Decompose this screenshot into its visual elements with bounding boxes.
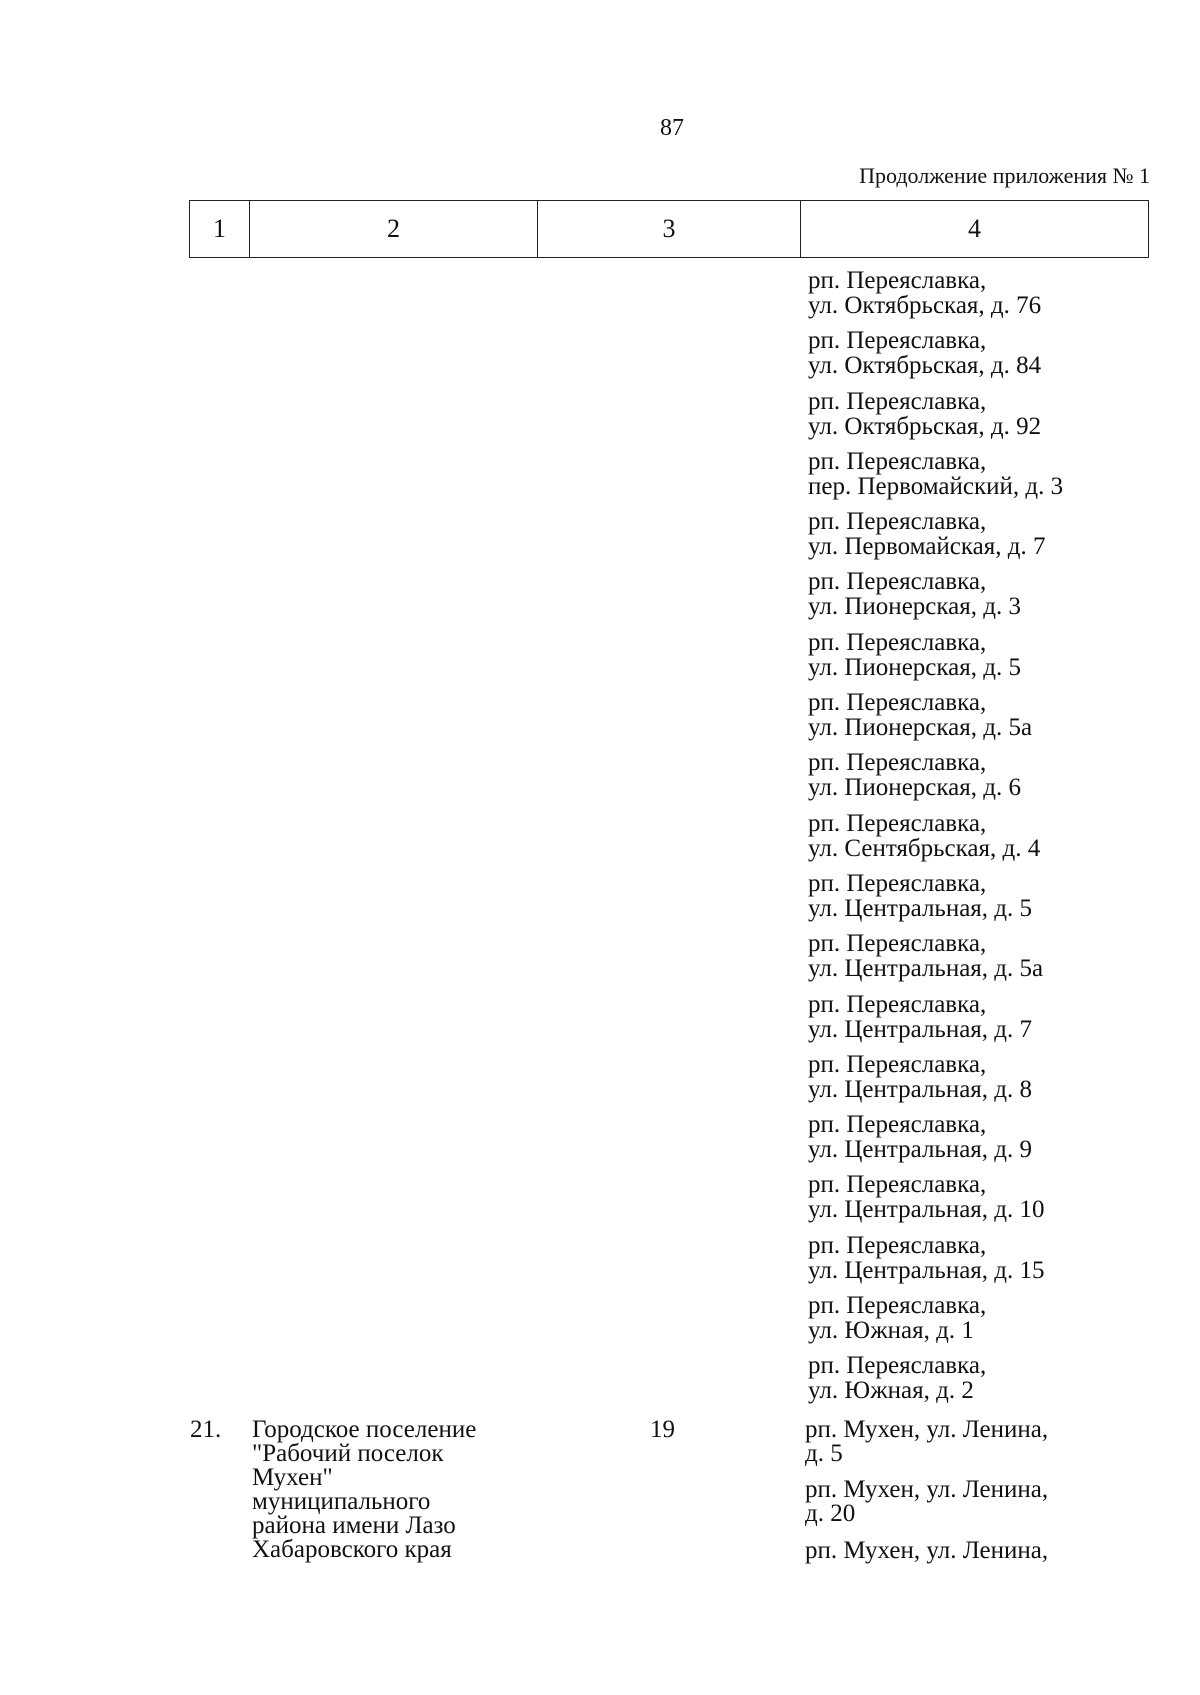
address-line: рп. Переяславка, xyxy=(808,689,987,717)
list-item xyxy=(808,1233,1148,1293)
list-item xyxy=(808,871,1148,931)
settlement-name-line: "Рабочий поселок xyxy=(252,1440,444,1467)
address-line: ул. Первомайская, д. 7 xyxy=(808,533,1046,561)
address-line: рп. Переяславка, xyxy=(808,1292,987,1320)
list-item xyxy=(808,1052,1148,1112)
header-col-4: 4 xyxy=(968,214,981,243)
list-item xyxy=(808,389,1148,449)
address-line: рп. Переяславка, xyxy=(808,568,987,596)
address-line: рп. Мухен, ул. Ленина, xyxy=(805,1476,1049,1504)
address-line: рп. Мухен, ул. Ленина, xyxy=(805,1536,1049,1564)
list-item xyxy=(808,811,1148,871)
address-line: ул. Центральная, д. 7 xyxy=(808,1015,1033,1043)
list-item xyxy=(808,569,1148,629)
address-line: ул. Пионерская, д. 3 xyxy=(808,593,1021,621)
page-number: 87 xyxy=(660,115,684,141)
address-line: рп. Переяславка, xyxy=(808,267,987,294)
address-line: рп. Переяславка, xyxy=(808,1111,987,1139)
list-item xyxy=(808,992,1148,1052)
address-line: ул. Октябрьская, д. 84 xyxy=(808,352,1042,380)
address-line: ул. Южная, д. 1 xyxy=(808,1317,974,1345)
list-item xyxy=(805,1536,1145,1599)
address-line: пер. Первомайский, д. 3 xyxy=(808,472,1064,500)
settlement-name-line: Хабаровского края xyxy=(252,1536,452,1563)
address-line: ул. Октябрьская, д. 92 xyxy=(808,412,1042,440)
address-count: 19 xyxy=(650,1416,675,1443)
address-line: рп. Переяславка, xyxy=(808,327,987,355)
address-line: ул. Центральная, д. 9 xyxy=(808,1136,1033,1164)
list-item xyxy=(805,1418,1145,1478)
address-line: ул. Пионерская, д. 6 xyxy=(808,774,1021,802)
header-col-1: 1 xyxy=(190,201,250,257)
address-line: рп. Переяславка, xyxy=(808,508,987,536)
list-item xyxy=(808,1353,1148,1413)
address-line: рп. Переяславка, xyxy=(808,749,987,777)
list-item xyxy=(808,1172,1148,1232)
list-item xyxy=(808,268,1148,328)
address-line: рп. Переяславка, xyxy=(808,930,987,958)
row-number: 21. xyxy=(190,1416,222,1443)
list-item xyxy=(808,630,1148,690)
list-item xyxy=(805,1478,1145,1538)
address-line: ул. Пионерская, д. 5а xyxy=(808,714,1033,742)
settlement-name-line: муниципального xyxy=(252,1488,431,1515)
address-line: ул. Пионерская, д. 5 xyxy=(808,653,1021,681)
address-list-continued xyxy=(808,268,1148,1414)
address-line: ул. Центральная, д. 5 xyxy=(808,894,1033,922)
list-item xyxy=(808,1293,1148,1353)
address-line: рп. Переяславка, xyxy=(808,1352,987,1380)
settlement-name-line: Городское поселение xyxy=(252,1416,477,1443)
header-col-3: 3 xyxy=(538,201,801,257)
settlement-name-line: Мухен" xyxy=(252,1464,333,1491)
address-line: ул. Октябрьская, д. 76 xyxy=(808,292,1042,319)
continuation-label: Продолжение приложения № 1 xyxy=(859,163,1150,188)
address-line: ул. Сентябрьская, д. 4 xyxy=(808,834,1041,862)
list-item xyxy=(808,931,1148,991)
list-item xyxy=(808,750,1148,810)
address-line: д. 20 xyxy=(805,1500,856,1528)
list-item xyxy=(808,509,1148,569)
settlement-address-list xyxy=(805,1418,1145,1599)
list-item xyxy=(808,1112,1148,1172)
address-line: ул. Центральная, д. 15 xyxy=(808,1256,1045,1284)
address-line: рп. Переяславка, xyxy=(808,447,987,475)
settlement-name-line: района имени Лазо xyxy=(252,1512,456,1539)
address-line: ул. Центральная, д. 10 xyxy=(808,1196,1045,1224)
address-line: рп. Переяславка, xyxy=(808,1050,987,1078)
address-line: рп. Переяславка, xyxy=(808,387,987,415)
address-line: ул. Центральная, д. 8 xyxy=(808,1075,1033,1103)
address-line: рп. Переяславка, xyxy=(808,990,987,1018)
address-line: рп. Мухен, ул. Ленина, xyxy=(805,1416,1049,1443)
header-col-2: 2 xyxy=(250,201,538,257)
list-item xyxy=(808,690,1148,750)
address-line: ул. Центральная, д. 5а xyxy=(808,955,1044,983)
list-item xyxy=(808,328,1148,388)
table-header xyxy=(189,200,1149,258)
address-line: д. 5 xyxy=(805,1440,843,1467)
address-line: рп. Переяславка, xyxy=(808,809,987,837)
address-line: рп. Переяславка, xyxy=(808,869,987,897)
address-line: ул. Южная, д. 2 xyxy=(808,1377,974,1405)
settlement-name xyxy=(252,1418,532,1562)
list-item xyxy=(808,449,1148,509)
address-line: рп. Переяславка, xyxy=(808,1231,987,1259)
address-line: рп. Переяславка, xyxy=(808,1171,987,1199)
address-line: рп. Переяславка, xyxy=(808,628,987,656)
